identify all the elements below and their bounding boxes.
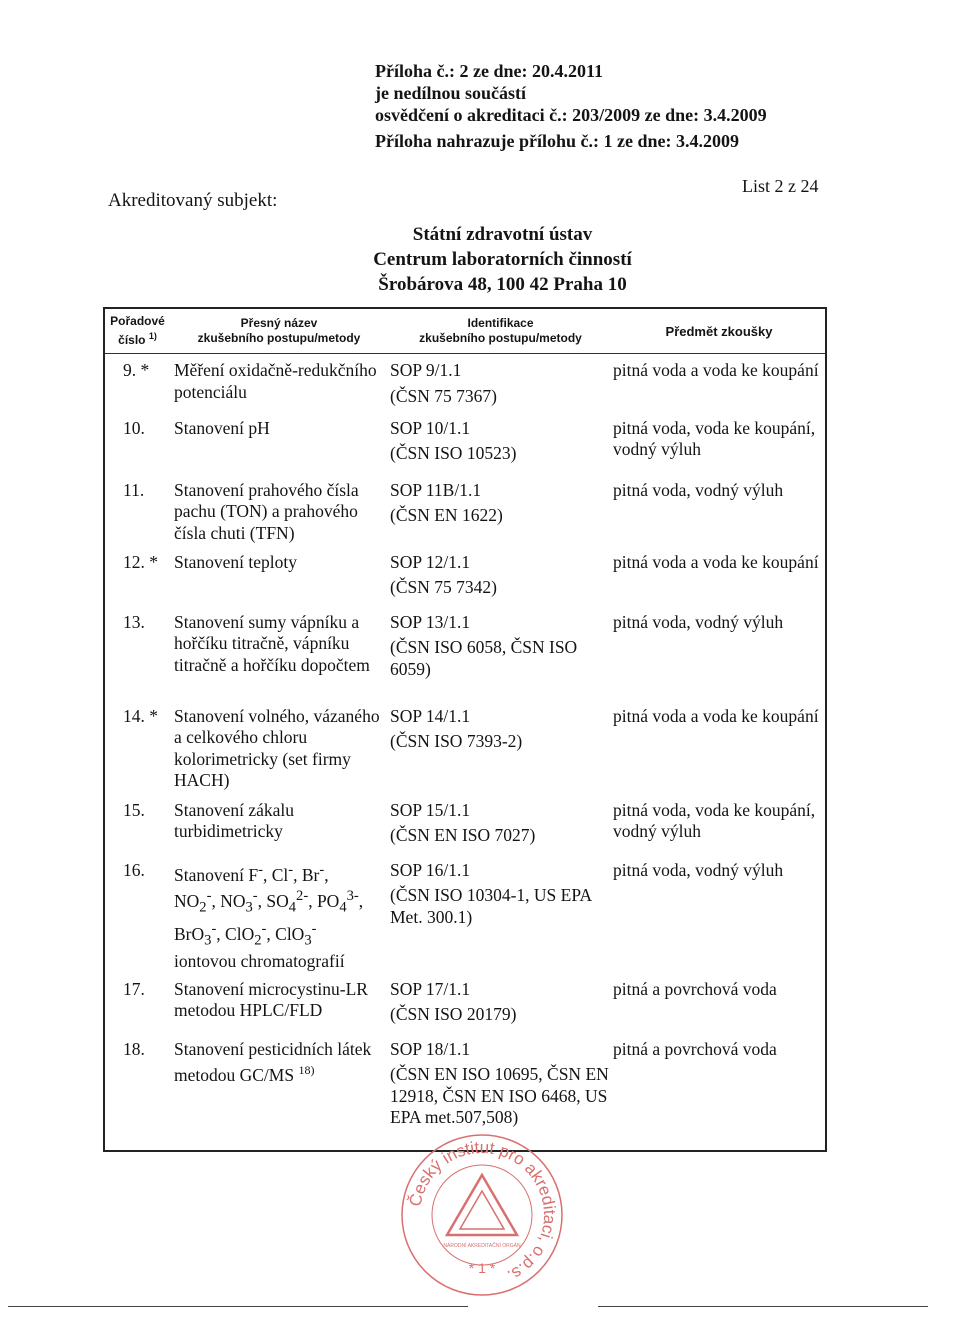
annex-line: Příloha č.: 2 ze dne: 20.4.2011 — [375, 61, 603, 81]
method-id: SOP 14/1.1 (ČSN ISO 7393-2) — [390, 705, 523, 751]
accredited-subject-label: Akreditovaný subjekt: — [108, 190, 278, 211]
table-row — [104, 854, 826, 973]
method-id: SOP 11B/1.1 (ČSN EN 1622) — [390, 479, 503, 525]
method-name: Měření oxidačně-redukčního potenciálu — [174, 360, 377, 402]
row-number: 13. — [123, 611, 145, 632]
test-subject: pitná a povrchová voda — [613, 978, 777, 999]
institution-address: Šrobárova 48, 100 42 Praha 10 — [378, 274, 627, 295]
method-name: Stanovení sumy vápníku a hořčíku titračně, vápníku titračně a hořčíku dopočtem — [174, 611, 370, 675]
method-id: SOP 15/1.1 (ČSN EN ISO 7027) — [390, 799, 536, 845]
certificate-line: osvědčení o akreditaci č.: 203/2009 ze dne: 3.4.2009 — [375, 105, 767, 125]
header-method-id: Identifikace zkušebního postupu/metody — [388, 308, 613, 354]
test-subject: pitná a povrchová voda — [613, 1038, 777, 1059]
method-id: SOP 16/1.1 (ČSN ISO 10304-1, US EPA Met. 300.1) — [390, 859, 592, 927]
method-name: Stanovení volného, vázaného a celkového chloru kolorimetricky (set firmy HACH) — [174, 705, 380, 790]
test-subject: pitná voda, voda ke koupání, vodný výluh — [613, 799, 816, 841]
method-id: SOP 10/1.1 (ČSN ISO 10523) — [390, 417, 517, 463]
row-number: 18. — [123, 1038, 145, 1059]
table-header-row — [104, 308, 826, 354]
method-id: SOP 18/1.1 (ČSN EN ISO 10695, ČSN EN 12918, ČSN EN ISO 6468, US EPA met.507,508) — [390, 1038, 609, 1128]
stamp-inner-triangle — [460, 1191, 504, 1229]
test-subject: pitná voda, vodný výluh — [613, 611, 784, 632]
row-number: 14. * — [123, 705, 158, 726]
stamp-number: * 1 * — [468, 1260, 496, 1276]
footer-rule-left — [8, 1306, 468, 1307]
test-subject: pitná voda a voda ke koupání — [613, 360, 819, 380]
methods-table — [103, 307, 827, 1152]
row-number: 12. * — [123, 551, 158, 572]
table-row — [104, 973, 826, 1033]
table-row — [104, 354, 826, 412]
test-subject: pitná voda, voda ke koupání, vodný výluh — [613, 417, 816, 459]
header-method-name: Přesný název zkušebního postupu/metody — [170, 308, 388, 354]
method-id: SOP 13/1.1 (ČSN ISO 6058, ČSN ISO 6059) — [390, 611, 578, 679]
method-name: Stanovení teploty — [174, 551, 297, 572]
document-header — [375, 60, 767, 152]
integral-part-line: je nedílnou součástí — [375, 83, 527, 103]
table-row — [104, 606, 826, 700]
row-number: 9. * — [123, 360, 150, 380]
method-id: SOP 9/1.1 (ČSN 75 7367) — [390, 360, 497, 406]
method-name: Stanovení pH — [174, 417, 270, 438]
row-number: 11. — [123, 479, 145, 500]
stamp-inner-text: NÁRODNÍ AKREDITAČNÍ ORGÁN — [443, 1243, 521, 1249]
header-test-subject: Předmět zkoušky — [613, 308, 826, 354]
stamp-inner-ring — [432, 1165, 532, 1265]
test-subject: pitná voda, vodný výluh — [613, 859, 784, 880]
method-id: SOP 17/1.1 (ČSN ISO 20179) — [390, 978, 517, 1025]
test-subject: pitná voda a voda ke koupání — [613, 551, 819, 572]
method-id: SOP 12/1.1 (ČSN 75 7342) — [390, 551, 497, 597]
table-row — [104, 474, 826, 546]
row-number: 10. — [123, 417, 145, 438]
method-name: Stanovení microcystinu-LR metodou HPLC/FLD — [174, 978, 368, 1021]
replaces-annex-line: Příloha nahrazuje přílohu č.: 1 ze dne: 3.4.2009 — [375, 131, 739, 151]
row-number: 16. — [123, 859, 145, 880]
table-row — [104, 794, 826, 854]
row-number: 15. — [123, 799, 145, 820]
method-name: Stanovení F-, Cl-, Br-, $NO_2^-$, $NO_3^-$, $SO_4^{2-}$, $PO_4^{3-}$, BrO$_3$-, ClO$_2$-, ClO$_3$- iontovou chromatografií — [174, 861, 364, 972]
stamp-ring-text: Český institut pro akreditaci, o.p.s. — [405, 1137, 560, 1286]
footer-rule-right — [598, 1306, 928, 1307]
row-number: 17. — [123, 978, 145, 999]
method-name: Stanovení pesticidních látek metodou GC/MS $^{18)}$ — [174, 1038, 372, 1086]
page-number: List 2 z 24 — [742, 176, 819, 196]
test-subject: pitná voda, vodný výluh — [613, 479, 784, 500]
stamp-triangle-logo — [447, 1175, 517, 1235]
table-row — [104, 412, 826, 474]
header-order-number: Pořadové číslo $^{1)}$ — [104, 308, 170, 354]
institution-block — [0, 222, 960, 297]
table-row — [104, 546, 826, 606]
method-name: Stanovení zákalu turbidimetricky — [174, 799, 295, 841]
table-row — [104, 700, 826, 794]
institution-division: Centrum laboratorních činností — [373, 249, 632, 270]
test-subject: pitná voda a voda ke koupání — [613, 705, 819, 726]
accreditation-stamp — [398, 1131, 566, 1299]
institution-name: Státní zdravotní ústav — [412, 224, 593, 245]
method-name: Stanovení prahového čísla pachu (TON) a prahového čísla chuti (TFN) — [174, 479, 359, 543]
